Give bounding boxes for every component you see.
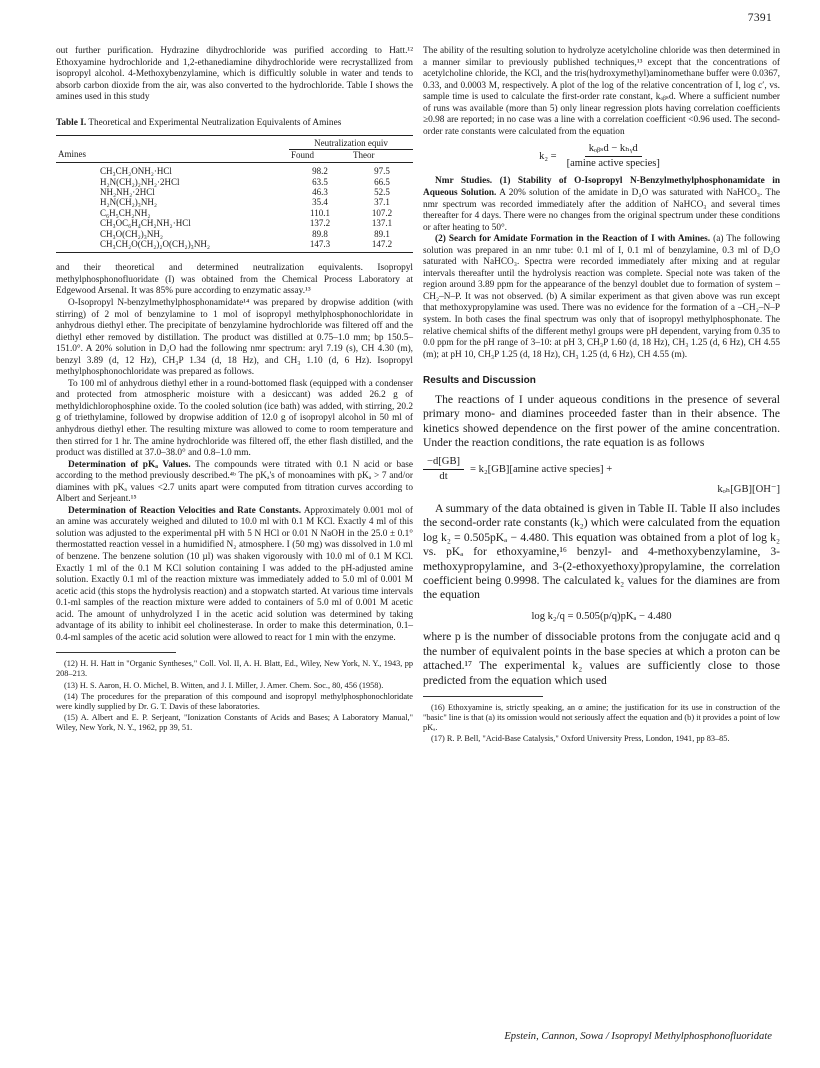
table-row	[56, 229, 413, 239]
table-cell-found: 137.2	[309, 218, 331, 229]
equation-rate-constant	[423, 143, 780, 169]
equation-lhs: k₂ =	[539, 150, 557, 162]
table-cell-theor: 147.2	[351, 239, 413, 253]
table-cell-found: 35.4	[312, 197, 328, 208]
equation-rate-law	[423, 456, 780, 482]
table-cell-amine: H₂N(CH₂)₂NH₂·2HCl	[100, 176, 180, 187]
paragraph-heading: Nmr Studies. (1) Stability of O-Isopropyl N-Benzylmethylphosphonamidate in Aqueous Solution.	[423, 176, 780, 199]
table-cell-found: 46.3	[312, 186, 328, 197]
paragraph-text: The compounds were titrated with 0.1 N acid or base according to the method previously described.⁴ᵇ The pKₐ's of monoamines with pKₐ > 7 and/or diamines with pKₐ values <2.7 units apart were computed from titration curves according to Albert and Serjeant.¹⁵	[56, 459, 413, 505]
table-row	[56, 163, 413, 177]
table-cell-found: 110.1	[310, 207, 330, 218]
footnote: (15) A. Albert and E. P. Serjeant, "Ionization Constants of Acids and Bases; A Laboratory Manual," Wiley, New York, N. Y., 1962, pp 39, 51.	[56, 712, 413, 732]
equation-tail: kₒₕ[GB][OH⁻]	[717, 484, 780, 496]
paragraph: The reactions of I under aqueous conditions in the presence of several primary mono- and diamines proceeded faster than in their absence. The kinetics showed dependence on the first power of the amine concentration. Under the reaction conditions, the rate equation is as follows	[423, 392, 780, 449]
table-cell-found: 89.8	[312, 228, 328, 239]
table-row	[56, 197, 413, 207]
table-caption-text: Theoretical and Experimental Neutralization Equivalents of Amines	[88, 117, 342, 128]
paragraph: out further purification. Hydrazine dihydrochloride was purified according to Hatt.¹² Ethoxyamine hydrochloride and 1,2-ethanediamine dihydrochloride were recrystallized from isopropyl alcohol. 4-Methoxybenzylamine, which is difficultly soluble in water and tends to absorb carbon dioxide from the air, was also converted to the hydrochloride. Table I shows the amines used in this study	[56, 46, 413, 103]
neutralization-table	[56, 135, 413, 253]
table-cell-theor: 37.1	[374, 197, 390, 208]
paragraph: The ability of the resulting solution to hydrolyze acetylcholine chloride was then determined in a manner similar to previously published techniques,¹³ except that the concentrations of acetylcholine chloride, the KCl, and the tris(hydroxymethyl)aminomethane buffer were 0.0367, 0.33, and 0.0003 M, respectively. A plot of the log of the relative concentration of I, log c′, vs. sample time is used to calculate the first-order rate constant, kₒᵦₛd. Where a sufficient number of runs was available (more than 5) only linear regression plots having correlation coefficients ≥0.98 are reported; in no case was a line with a correlation coefficient <0.96 used. The second-order rate constants were calculated from the equation	[423, 46, 780, 137]
table-cell-theor: 66.5	[374, 176, 390, 187]
paragraph-heading: (2) Search for Amidate Formation in the Reaction of I with Amines.	[435, 234, 711, 245]
equation-diamine: log k₂/q = 0.505(p/q)pKₐ − 4.480	[531, 610, 672, 622]
paragraph: where p is the number of dissociable protons from the conjugate acid and q the number of equivalent points in the base species at which a proton can be attached.¹⁷ The experimental k₂ values are sufficiently close to those predicted from the equation which used	[423, 630, 780, 687]
paragraph: A summary of the data obtained is given in Table II. Table II also includes the second-order rate constants (k₂) which were calculated from the equation log k₂ = 0.505pKₐ − 4.480. This equation was obtained from a plot of log k₂ vs. pKₐ for ethoxyamine,¹⁶ benzyl- and 4-methoxybenzylamine, 3-methoxypropylamine, and 3-(2-ethoxyethoxy)propylamine, the correlation coefficient being 0.9998. The calculated k₂ values for the diamines are from the equation	[423, 502, 780, 602]
footnote: (14) The procedures for the preparation of this compound and isopropyl methylphosphonochloridate were kindly supplied by Dr. G. T. Davis of these laboratories.	[56, 691, 413, 711]
paragraph-text: (a) The following solution was prepared in an nmr tube: 0.1 ml of I, 0.1 ml of benzylamine, 0.3 ml of D₂O saturated with NaHCO₃. Spectra were recorded immediately after mixing and at regular intervals thereafter until the hydrolysis reaction was complete. Special note was taken of the region around 3.89 ppm for the appearance of the benzyl doublet due to formation of system –CH₂–N–P. It was not observed. (b) A similar experiment as that given above was run except that methoxypropylamine was used. There was no evidence for the formation of a –CH₂–N–P system. In both cases the final spectrum was only that of isopropyl methylphosphonate. The relative chemical shifts of the different methyl groups were pH dependent, varying from 0.35 to 0.0 ppm for the pH range of 3–10: at pH 3, CH₃P 1.60 (d, 18 Hz), CH₃ 1.25 (d, 6 Hz), CH 4.55 (m); at pH 10, CH₃P 1.25 (d, 18 Hz), CH₃ 1.25 (d, 6 Hz), CH 4.55 (m).	[423, 234, 781, 360]
table-header-found: Found	[289, 149, 351, 162]
footnote: (13) H. S. Aaron, H. O. Michel, B. Witten, and J. I. Miller, J. Amer. Chem. Soc., 80, 456 (1958).	[64, 680, 384, 690]
left-column	[56, 46, 413, 734]
right-column	[423, 46, 780, 745]
table-cell-amine: C₆H₅CH₂NH₂	[100, 207, 151, 218]
footnote: (12) H. H. Hatt in "Organic Syntheses," Coll. Vol. II, A. H. Blatt, Ed., Wiley, New York, N. Y., 1943, pp 208–213.	[56, 659, 413, 679]
footnote: (16) Ethoxyamine is, strictly speaking, an α amine; the justification for its use in construction of the "basic" line is that (a) its omission would not seriously affect the equation and (b) it provides a point of low pKₐ.	[423, 703, 780, 733]
table-header-amines: Amines	[56, 149, 289, 162]
table-cell-amine: CH₃CH₂ONH₂·HCl	[100, 166, 172, 177]
table-row	[56, 208, 413, 218]
equation-denominator: [amine active species]	[566, 157, 660, 169]
equation-fraction	[563, 143, 664, 169]
table-cell-found: 147.3	[289, 239, 351, 253]
table-cell-found: 98.2	[312, 166, 328, 177]
paragraph: O-Isopropyl N-benzylmethylphosphonamidate¹⁴ was prepared by dropwise addition (with stirring) of 2 mol of benzylamine to 1 mol of isopropyl methylphosphonochloridate in anhydrous diethyl ether. The precipitate of benzylamine hydrochloride was filtered off and the diethyl ether removed by distillation. The product was distilled at 0.75–1.0 mm; bp 150.5–151.0°. A 20% solution in D₂O had the following nmr spectrum: aryl 7.19 (s), CH 4.30 (m), benzyl 3.89 (d, 12 Hz), CH₃P 1.34 (d, 18 Hz), and CH₃ 1.10 (d, 6 Hz). Isopropyl methylphosphonochloridate was prepared as follows.	[56, 297, 413, 378]
paragraph	[423, 234, 780, 361]
table-cell-amine: CH₃CH₂O(CH₂)₂O(CH₂)₃NH₂	[56, 239, 289, 253]
table-label: Table I.	[56, 117, 87, 128]
table-row	[56, 239, 413, 253]
paragraph-heading: Determination of pKₐ Values.	[68, 459, 191, 470]
table-cell-theor: 89.1	[374, 228, 390, 239]
equation-rhs: = k₂[GB][amine active species] +	[470, 463, 613, 475]
paragraph-heading: Determination of Reaction Velocities and Rate Constants.	[68, 505, 302, 516]
equation-denominator: dt	[439, 470, 448, 482]
footnote-divider	[56, 652, 176, 653]
table-cell-theor: 97.5	[374, 166, 390, 177]
table-cell-theor: 107.2	[371, 207, 393, 218]
table-cell-amine: NH₂NH₂·2HCl	[100, 186, 155, 197]
table-caption	[56, 118, 413, 130]
section-title: Results and Discussion	[423, 375, 536, 387]
table-cell-amine: CH₃O(CH₂)₃NH₂	[100, 228, 164, 239]
paragraph: and their theoretical and determined neutralization equivalents. Isopropyl methylphosphonofluoridate (I) was obtained from the Chemical Process Laboratory at Edgewood Arsenal. It was 85% pure according to enzymatic assay.¹³	[56, 263, 413, 297]
page-number: 7391	[747, 12, 772, 24]
paragraph-text: Approximately 0.001 mol of an amine was accurately weighed and diluted to 10.0 ml with 0.1 M KCl. Exactly 4 ml of this solution was adjusted to the experimental pH with 5 N HCl or 0.01 N NaOH in the 25.0 ± 0.1° thermostatted reaction vessel in a humidified N₂ atmosphere. I (50 mg) was dissolved in 1.0 ml of benzene. The benzene solution (10 µl) was shaken vigorously with 10.0 ml of 0.1 M KCl. Exactly 1 ml of the 0.1 M KCl solution containing I was added to the pH-adjusted amine solution. Exactly 0.1 ml of the reaction mixture was immediately added to 5.0 ml of 0.001 M acetic acid (this stops the hydrolysis reaction) and a stopwatch started. At various time intervals 0.1-ml samples of the reaction mixture were added to containers of 5.0 ml of 0.001 M acetic acid. The amount of unhydrolyzed I in the acetic acid solution was determined by taking advantage of its ability to inhibit eel cholinesterase. In order to make this determination, 0.1–0.4-ml samples of the acetic acid solution were allowed to react for 1 min with the enzyme.	[56, 505, 414, 643]
table-row	[56, 218, 413, 228]
table-row	[56, 187, 413, 197]
paragraph	[56, 460, 413, 506]
table-cell-theor: 52.5	[374, 186, 390, 197]
table-header-theor: Theor	[351, 149, 413, 162]
paragraph	[423, 176, 780, 234]
table-cell-found: 63.5	[312, 176, 328, 187]
footnote-divider	[423, 696, 543, 697]
table-cell-theor: 137.1	[371, 218, 393, 229]
equation-numerator: kₒᵦₛd − kₕᵧd	[585, 143, 642, 157]
table-cell-amine: CH₃OC₆H₄CH₂NH₂·HCl	[100, 218, 191, 229]
table-span-header: Neutralization equiv	[289, 136, 413, 149]
table-cell-amine: H₂N(CH₂)₃NH₂	[100, 197, 158, 208]
equation-fraction	[423, 456, 464, 482]
paragraph: To 100 ml of anhydrous diethyl ether in a round-bottomed flask (equipped with a condenser and protected from atmospheric moisture with a desiccant) was added 26.2 g of methyldichlorophosphine oxide. To the cooled solution (ice bath) was added, with stirring, 20.2 g of triethylamine, followed by dropwise addition of 12.0 g of isopropyl alcohol in 50 ml of anhydrous diethyl ether. The resulting mixture was allowed to come to room temperature and then stirred for 1 hr. The amine hydrochloride was filtered off, the ether flash distilled, and the product was distilled at 37.0–38.0° and 0.8–1.0 mm.	[56, 378, 413, 459]
paragraph-text: A 20% solution of the amidate in D₂O was saturated with NaHCO₃. The nmr spectrum was recorded immediately after the addition of NaHCO₃ and several times thereafter for 4 days. There were no changes from the original spectrum under these conditions or after heating to 50°.	[423, 188, 780, 233]
running-footer: Epstein, Cannon, Sowa / Isopropyl Methylphosphonofluoridate	[504, 1031, 772, 1042]
table-row	[56, 177, 413, 187]
equation-numerator: −d[GB]	[423, 456, 464, 470]
paragraph	[56, 506, 413, 645]
footnote: (17) R. P. Bell, "Acid-Base Catalysis," Oxford University Press, London, 1941, pp 83–85.	[431, 734, 730, 744]
